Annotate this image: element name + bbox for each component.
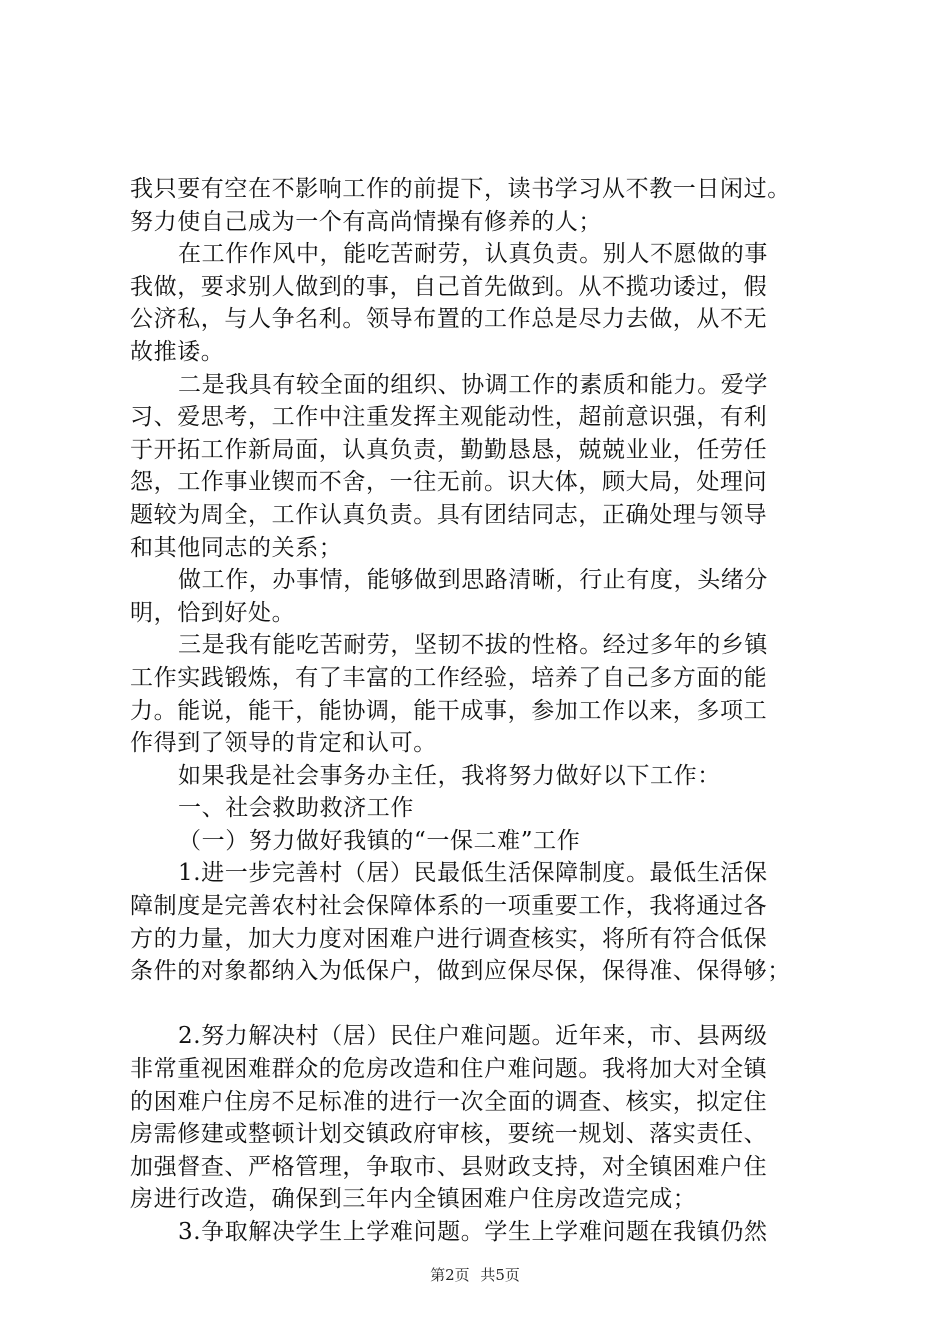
text-line: 房需修建或整顿计划交镇政府审核，要统一规划、落实责任、	[130, 1121, 768, 1148]
paragraph-gap	[130, 988, 850, 1021]
page-footer	[0, 1265, 950, 1285]
subsection-heading: （一）努力做好我镇的“一保二难”工作	[178, 827, 581, 854]
text-line: 3.争取解决学生上学难问题。学生上学难问题在我镇仍然	[178, 1219, 768, 1245]
text-line: 条件的对象都纳入为低保户，做到应保尽保，保得准、保得够；	[130, 958, 791, 985]
text-line: 努力使自己成为一个有高尚情操有修养的人；	[130, 208, 602, 235]
text-line: 于开拓工作新局面，认真负责，勤勤恳恳，兢兢业业，任劳任	[130, 436, 768, 463]
text-line: 做工作，办事情，能够做到思路清晰，行止有度，头绪分	[178, 567, 768, 594]
document-body	[130, 173, 850, 1249]
text-line: 的困难户住房不足标准的进行一次全面的调查、核实，拟定住	[130, 1088, 768, 1115]
text-line: 三是我有能吃苦耐劳，坚韧不拔的性格。经过多年的乡镇	[178, 632, 768, 659]
text-line: 加强督查、严格管理，争取市、县财政支持，对全镇困难户住	[130, 1153, 768, 1180]
text-line: 公济私，与人争名利。领导布置的工作总是尽力去做，从不无	[130, 306, 768, 333]
text-line: 障制度是完善农村社会保障体系的一项重要工作，我将通过各	[130, 893, 768, 920]
text-line: 怨，工作事业锲而不舍，一往无前。识大体，顾大局，处理问	[130, 469, 768, 496]
text-line: 工作实践锻炼，有了丰富的工作经验，培养了自己多方面的能	[130, 664, 768, 691]
text-line: 习、爱思考，工作中注重发挥主观能动性，超前意识强，有利	[130, 404, 768, 431]
page-number: 第2页	[430, 1266, 470, 1284]
text-line: 二是我具有较全面的组织、协调工作的素质和能力。爱学	[178, 371, 768, 398]
section-heading: 一、社会救助救济工作	[178, 795, 414, 822]
text-line: 2.努力解决村（居）民住户难问题。近年来，市、县两级	[178, 1023, 768, 1050]
text-line: 明，恰到好处。	[130, 599, 296, 626]
text-line: 和其他同志的关系；	[130, 534, 343, 561]
text-line: 作得到了领导的肯定和认可。	[130, 730, 437, 757]
text-line: 方的力量，加大力度对困难户进行调查核实，将所有符合低保	[130, 925, 768, 952]
text-line: 故推诿。	[130, 338, 225, 365]
text-line: 非常重视困难群众的危房改造和住户难问题。我将加大对全镇	[130, 1056, 768, 1083]
text-line: 1.进一步完善村（居）民最低生活保障制度。最低生活保	[178, 860, 768, 887]
text-line: 我做，要求别人做到的事，自己首先做到。从不揽功诿过，假	[130, 273, 768, 300]
text-line: 题较为周全，工作认真负责。具有团结同志，正确处理与领导	[130, 501, 768, 528]
text-line: 房进行改造，确保到三年内全镇困难户住房改造完成；	[130, 1186, 697, 1213]
text-line: 在工作作风中，能吃苦耐劳，认真负责。别人不愿做的事	[178, 241, 768, 268]
text-line: 如果我是社会事务办主任，我将努力做好以下工作：	[178, 762, 721, 789]
page-total: 共5页	[480, 1266, 520, 1284]
text-line: 力。能说，能干，能协调，能干成事，参加工作以来，多项工	[130, 697, 768, 724]
text-line: 我只要有空在不影响工作的前提下，读书学习从不教一日闲过。	[130, 176, 791, 202]
